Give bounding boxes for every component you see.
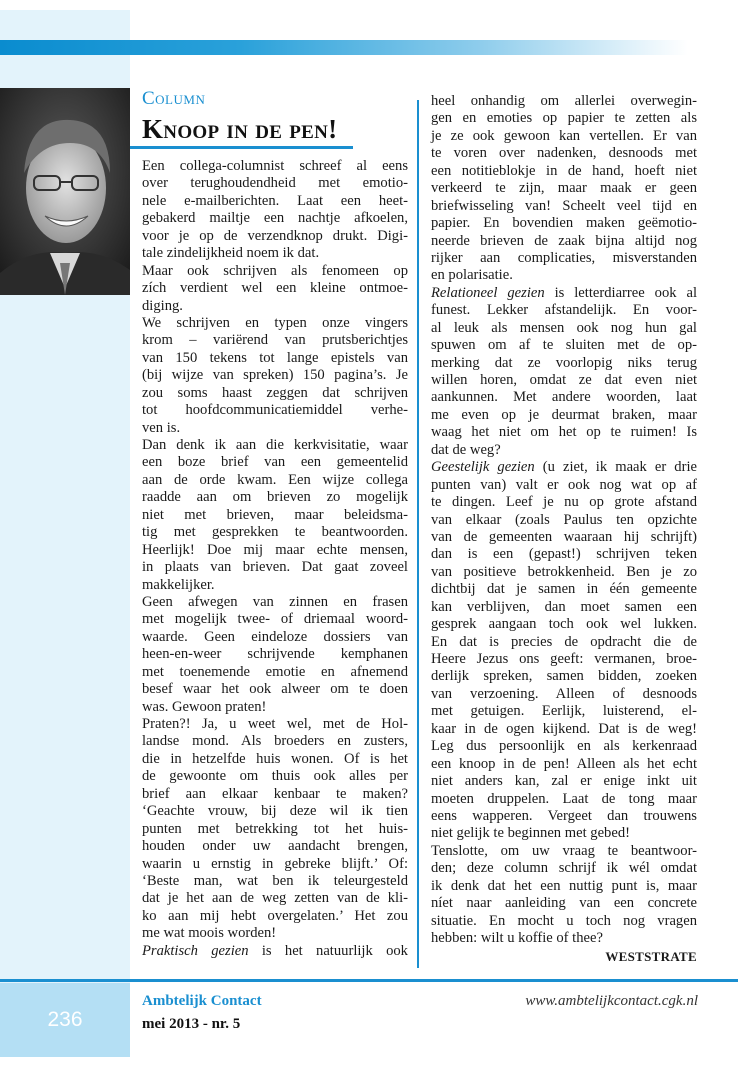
text-line	[431, 703, 697, 720]
line-text: makkelijker.	[142, 576, 215, 593]
text-line	[142, 298, 408, 315]
line-text: rijker aan complicaties, misverstanden	[431, 249, 697, 266]
text-line	[142, 245, 408, 262]
text-line	[142, 367, 408, 384]
magazine-name: Ambtelijk Contact	[142, 993, 262, 1009]
text-line	[142, 280, 408, 297]
text-line	[142, 768, 408, 785]
line-text: (bij wijze van spreken) 150 pagina’s. Je	[142, 367, 408, 384]
paragraph	[142, 263, 408, 315]
paragraph	[142, 315, 408, 437]
text-line	[431, 424, 697, 441]
line-text: papier. En bovendien maken geëmotio-	[431, 215, 697, 232]
text-line	[431, 494, 697, 511]
line-text: is het natuurlijk ook	[248, 942, 408, 959]
text-line	[431, 668, 697, 685]
text-line	[431, 320, 697, 337]
text-line	[431, 616, 697, 633]
website-link[interactable]: www.ambtelijkcontact.cgk.nl	[525, 993, 698, 1009]
text-line	[431, 930, 697, 947]
text-line	[142, 577, 408, 594]
line-text: aankunnen. Met andere woorden, laat	[431, 389, 697, 406]
line-text: Leg dus persoonlijk en als kerkenraad	[431, 738, 697, 755]
line-text: derlijk spreken, samen bidden, zoeken	[431, 668, 697, 685]
line-text: krom – variërend van prutsberichtjes	[142, 332, 408, 349]
line-text: met mogelijk twee- of driemaal woord-	[142, 611, 408, 628]
line-text: punten van) valt er ook nog wat op af	[431, 476, 697, 493]
line-text: gen en emoties op papier te zetten als	[431, 110, 697, 127]
text-line	[142, 751, 408, 768]
paragraph	[431, 93, 697, 285]
line-text: van positieve betrokkenheid. Ben je zo	[431, 563, 697, 580]
text-line	[431, 895, 697, 912]
line-text: ik denk dat het een nuttig punt is, maar	[431, 877, 697, 894]
text-line	[431, 198, 697, 215]
text-line	[142, 786, 408, 803]
line-text: ven is.	[142, 419, 181, 436]
text-line	[142, 908, 408, 925]
paragraph	[142, 594, 408, 716]
text-line	[142, 699, 408, 716]
line-text: niet gelijk te beginnen met gebed!	[431, 825, 630, 842]
text-line	[431, 302, 697, 319]
line-text: dat je het aan de weg zetten van de kli-	[142, 890, 408, 907]
text-line	[431, 267, 697, 284]
text-line	[142, 175, 408, 192]
line-text: diging.	[142, 297, 183, 314]
text-line	[431, 128, 697, 145]
text-line	[431, 180, 697, 197]
line-text: ko aan mij hebt overgelaten.’ Het zou	[142, 907, 408, 924]
text-line	[431, 634, 697, 651]
text-line	[431, 459, 697, 476]
text-line	[431, 163, 697, 180]
line-text: me even op je deurmat braken, maar	[431, 406, 697, 423]
text-line	[431, 233, 697, 250]
line-text: met toenemende emotie en afnemend	[142, 663, 408, 680]
text-line	[431, 512, 697, 529]
issue-info: mei 2013 - nr. 5	[142, 1016, 241, 1032]
line-text: Heere Jezus ons geeft: vermanen, broe-	[431, 651, 697, 667]
line-text: Dan denk ik aan die kerkvisitatie, waar	[142, 437, 408, 453]
line-text: situatie. En mocht u toch nog vragen	[431, 912, 697, 929]
text-line	[142, 594, 408, 611]
line-text: die in hetzelfde huis wonen. Of is het	[142, 750, 408, 767]
text-line	[142, 437, 408, 454]
line-text: gesprek aangaan toch ook wel lukken.	[431, 616, 697, 633]
text-line	[431, 738, 697, 755]
text-line	[142, 681, 408, 698]
text-line	[431, 215, 697, 232]
line-text: landse mond. Als broeders en zusters,	[142, 733, 408, 750]
text-line	[431, 529, 697, 546]
line-text: (u ziet, ik maak er drie	[534, 459, 697, 476]
text-line	[142, 838, 408, 855]
line-text: is letterdiarree ook al	[544, 284, 698, 301]
line-text: waag het niet om het op te ruimen! Is	[431, 424, 697, 441]
text-line	[431, 581, 697, 598]
line-text: willen horen, omdat ze dat even niet	[431, 372, 697, 388]
line-text: Maar ook schrijven als fenomeen op	[142, 262, 408, 279]
text-column-2	[431, 93, 697, 966]
text-line	[142, 350, 408, 367]
line-text: van verzoening. Alleen of desnoods	[431, 685, 697, 702]
line-text: neerde brieven de zaak bijna altijd nog	[431, 232, 697, 249]
text-line	[431, 825, 697, 842]
line-text: Tenslotte, om uw vraag te beantwoor-	[431, 842, 697, 859]
paragraph	[431, 459, 697, 843]
text-line	[142, 263, 408, 280]
title-underline	[130, 146, 353, 149]
text-line	[142, 524, 408, 541]
text-line	[142, 472, 408, 489]
line-text: niet met brieven, maar beleidsma-	[142, 506, 408, 523]
line-text: raadde aan om brieven zo mogelijk	[142, 489, 408, 506]
line-text: een knoop in de pen! Alleen als het echt	[431, 755, 697, 772]
text-line	[431, 721, 697, 738]
text-line	[431, 389, 697, 406]
text-line	[142, 454, 408, 471]
text-line	[142, 210, 408, 227]
text-line	[142, 420, 408, 437]
text-line	[431, 355, 697, 372]
text-line	[431, 285, 697, 302]
text-line	[431, 110, 697, 127]
text-line	[431, 372, 697, 389]
paragraph	[142, 943, 408, 960]
line-text: merking dat ze voorlopig niks terug	[431, 354, 697, 371]
text-line	[142, 716, 408, 733]
text-line	[142, 402, 408, 419]
line-text: spuwen om af te sluiten met de op-	[431, 337, 697, 354]
text-line	[142, 943, 408, 960]
line-text: en polarisatie.	[431, 267, 513, 284]
line-text: was. Gewoon praten!	[142, 698, 267, 715]
line-text: moeten druppelen. Laat de tong maar	[431, 790, 697, 807]
text-line	[142, 332, 408, 349]
italic-lead: Relationeel gezien	[431, 284, 545, 301]
page-number: 236	[47, 1008, 83, 1031]
section-label: Column	[142, 88, 206, 109]
line-text: kan verblijven, dan moet samen een	[431, 598, 697, 615]
text-line	[431, 599, 697, 616]
text-line	[431, 564, 697, 581]
text-line	[142, 803, 408, 820]
text-line	[431, 756, 697, 773]
line-text: met getuigen. Eerlijk, luisterend, el-	[431, 703, 697, 720]
author-photo	[0, 88, 130, 295]
line-text: Geen afwegen van zinnen en frasen	[142, 593, 408, 610]
text-line	[431, 843, 697, 860]
text-line	[142, 193, 408, 210]
line-text: aan de orde kwam. Een wijze collega	[142, 471, 408, 488]
text-line	[431, 860, 697, 877]
line-text: eens wapperen. Vergeet dan trouwens	[431, 807, 697, 824]
line-text: waarde. Geen eindeloze dossiers van	[142, 628, 408, 645]
text-line	[142, 228, 408, 245]
line-text: Praten?! Ja, u weet wel, met de Hol-	[142, 716, 408, 732]
text-line	[142, 611, 408, 628]
line-text: voor je op de verzendknop drukt. Digi-	[142, 227, 408, 244]
line-text: niet anders kan, zal er enige inkt uit	[431, 773, 697, 790]
line-text: dan is een (gepast!) schrijven teken	[431, 546, 697, 563]
line-text: te voren over nadenken, desnoods met	[431, 145, 697, 162]
line-text: besef waar het ook alweer om te doen	[142, 681, 408, 698]
line-text: je ze ook gewoon kan vertellen. Er van	[431, 127, 697, 144]
line-text: van elkaar (zoals Paulus ten opzichte	[431, 511, 697, 528]
column-divider	[417, 100, 419, 968]
line-text: houden onder uw aandacht brengen,	[142, 838, 408, 855]
text-line	[142, 664, 408, 681]
line-text: een boze brief van een gemeentelid	[142, 454, 408, 471]
text-line	[431, 773, 697, 790]
line-text: van 150 tekens tot lange epistels van	[142, 349, 408, 366]
text-line	[431, 913, 697, 930]
paragraph	[431, 843, 697, 948]
text-line	[431, 442, 697, 459]
line-text: níet naar aanleiding van een concrete	[431, 895, 697, 912]
line-text: hebben: wilt u koffie of thee?	[431, 930, 603, 946]
line-text: tig met gesprekken te beantwoorden.	[142, 524, 408, 541]
text-line	[431, 145, 697, 162]
italic-lead: Geestelijk gezien	[431, 459, 535, 476]
text-line	[431, 651, 697, 668]
line-text: dichtbij dat je samen in één gemeente	[431, 581, 697, 598]
text-line	[142, 489, 408, 506]
page-title: Knoop in de pen!	[142, 114, 338, 144]
text-line	[431, 250, 697, 267]
text-column-1	[142, 158, 408, 960]
text-line	[431, 686, 697, 703]
paragraph	[142, 437, 408, 594]
line-text: van de gemeenten waaraan hij schrijft)	[431, 528, 697, 545]
line-text: brief aan elkaar kenbaar te maken?	[142, 785, 408, 802]
text-line	[142, 542, 408, 559]
line-text: funest. Lekker afstandelijk. En voor-	[431, 302, 697, 319]
line-text: heel onhandig om allerlei overwegin-	[431, 93, 697, 109]
text-line	[142, 507, 408, 524]
line-text: We schrijven en typen onze vingers	[142, 314, 408, 331]
line-text: gebakerd mailtje een nachtje afkoelen,	[142, 210, 408, 227]
text-line	[142, 315, 408, 332]
text-line	[431, 407, 697, 424]
text-line	[142, 925, 408, 942]
text-line	[142, 559, 408, 576]
text-line	[142, 733, 408, 750]
line-text: in plaats van brieven. Dat gaat zoveel	[142, 559, 408, 576]
text-line	[142, 873, 408, 890]
paragraph	[142, 158, 408, 263]
line-text: briefwisseling van! Scheelt veel tijd en	[431, 197, 697, 214]
line-text: een notitieblokje in de hand, hoeft niet	[431, 162, 697, 179]
text-line	[142, 646, 408, 663]
line-text: tot hoofdcommunicatiemiddel verhe-	[142, 402, 408, 419]
line-text: Een collega-columnist schreef al eens	[142, 158, 408, 174]
line-text: ‘Beste man, wat ben ik teleurgesteld	[142, 872, 408, 889]
line-text: dat de weg?	[431, 441, 501, 458]
paragraph	[142, 716, 408, 943]
line-text: heen-en-weer schrijvende kemphanen	[142, 646, 408, 663]
line-text: nele e-mailberichten. Laat een heet-	[142, 192, 408, 209]
line-text: over terughoudendheid met emotio-	[142, 175, 408, 192]
line-text: de gewoonte om thuis ook alles per	[142, 768, 408, 785]
line-text: tale zindelijkheid noem ik dat.	[142, 245, 320, 262]
text-line	[142, 890, 408, 907]
line-text: En dat is precies de opdracht die de	[431, 633, 697, 650]
text-line	[142, 821, 408, 838]
text-line	[431, 93, 697, 110]
text-line	[431, 878, 697, 895]
text-line	[431, 337, 697, 354]
text-line	[431, 791, 697, 808]
line-text: me wat moois worden!	[142, 925, 277, 942]
line-text: kaar in de ogen kijkend. Dat is de weg!	[431, 720, 697, 737]
author-signature: WESTSTRATE	[605, 949, 697, 965]
text-line	[142, 385, 408, 402]
text-line	[431, 477, 697, 494]
text-line	[431, 546, 697, 563]
line-text: waarin u ernstig in gebreke blijft.’ Of:	[142, 855, 408, 872]
footer-rule	[0, 979, 738, 982]
line-text: zou soms haast zeggen dat schrijven	[142, 384, 408, 401]
header-gradient-bar	[0, 40, 688, 55]
italic-lead: Praktisch gezien	[142, 942, 249, 959]
line-text: punten met betrekking tot het huis-	[142, 820, 408, 837]
paragraph	[431, 285, 697, 459]
text-line	[431, 808, 697, 825]
text-line	[142, 856, 408, 873]
line-text: al leuk als mensen ook nog hun gal	[431, 319, 697, 336]
line-text: te dingen. Leef je nu op grote afstand	[431, 494, 697, 511]
text-line	[142, 629, 408, 646]
line-text: ‘Geachte vrouw, bij deze wil ik tien	[142, 803, 408, 820]
line-text: Heerlijk! Doe mij maar echte mensen,	[142, 541, 408, 558]
line-text: zích verdient wel een kleine ontmoe-	[142, 280, 408, 297]
line-text: den; deze column schrijf ik wél omdat	[431, 860, 697, 877]
text-line	[142, 158, 408, 175]
line-text: verkeerd te zijn, maar maak er geen	[431, 180, 697, 197]
